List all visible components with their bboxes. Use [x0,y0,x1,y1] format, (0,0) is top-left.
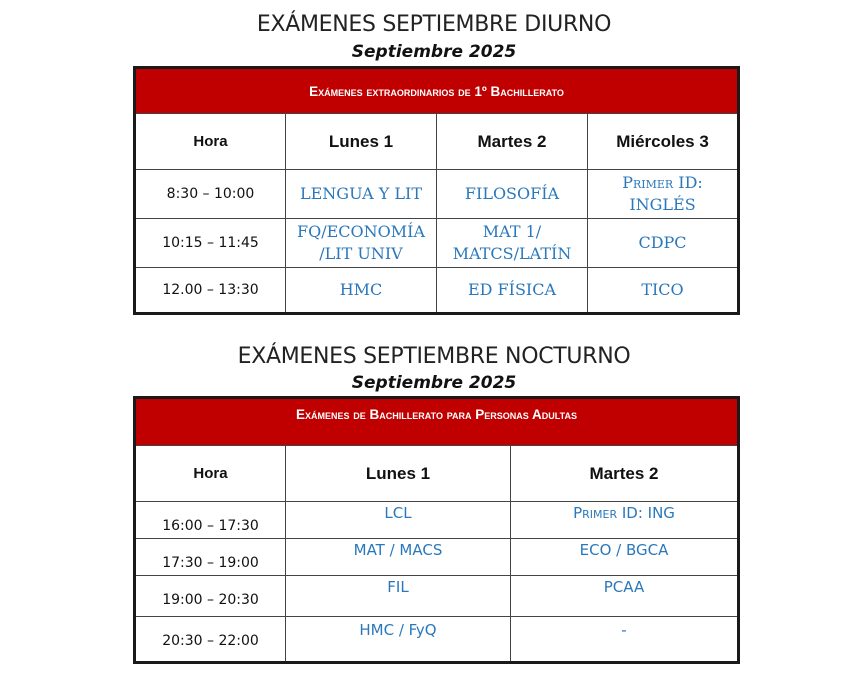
subject-cell: ED FÍSICA [437,268,588,314]
hour-cell: 19:00 – 20:30 [135,576,286,617]
diurno-title: EXÁMENES SEPTIEMBRE DIURNO [256,12,612,37]
hour-cell: 12.00 – 13:30 [135,268,286,314]
subject-line: FQ/ECONOMÍA [296,222,426,241]
nocturno-schedule-table [133,396,740,664]
table-row [135,219,739,268]
subject-line: Primer ID: [622,173,703,192]
hour-cell: 20:30 – 22:00 [135,617,286,663]
subject-text: HMC / FyQ [359,621,437,639]
nocturno-header-martes: Martes 2 [511,446,739,502]
subject-cell: FILOSOFÍA [437,170,588,219]
nocturno-subtitle: Septiembre 2025 [351,373,517,393]
subject-cell: HMC [286,268,437,314]
subject-cell: - [511,617,739,663]
subject-cell: CDPC [588,219,739,268]
subject-cell: TICO [588,268,739,314]
subject-cell [588,170,739,219]
subject-cell: ECO / BGCA [511,539,739,576]
subject-cell [286,219,437,268]
table-row [135,268,739,314]
hour-cell: 16:00 – 17:30 [135,502,286,539]
diurno-header-hora: Hora [135,114,286,170]
subject-cell: PCAA [511,576,739,617]
nocturno-header-lunes: Lunes 1 [286,446,511,502]
hour-cell: 8:30 – 10:00 [135,170,286,219]
table-row [135,170,739,219]
diurno-header-lunes: Lunes 1 [286,114,437,170]
diurno-schedule-table [133,66,740,315]
subject-line: MATCS/LATÍN [452,244,572,263]
subject-cell: LCL [286,502,511,539]
diurno-subtitle: Septiembre 2025 [351,42,517,62]
diurno-header-martes: Martes 2 [437,114,588,170]
diurno-header-miercoles: Miércoles 3 [588,114,739,170]
subject-cell: MAT / MACS [286,539,511,576]
subject-line: MAT 1/ [482,222,542,241]
hour-cell: 17:30 – 19:00 [135,539,286,576]
diurno-band-header: Exámenes extraordinarios de 1º Bachillerato [135,68,739,114]
subject-cell: Primer ID: ING [511,502,739,539]
subject-cell: FIL [286,576,511,617]
nocturno-title: EXÁMENES SEPTIEMBRE NOCTURNO [237,344,631,369]
hour-cell: 10:15 – 11:45 [135,219,286,268]
subject-cell [286,617,511,663]
subject-line: /LIT UNIV [319,244,403,263]
nocturno-header-hora: Hora [135,446,286,502]
subject-cell [437,219,588,268]
nocturno-band-header: Exámenes de Bachillerato para Personas Adultas [135,398,739,446]
table-row [135,576,739,617]
subject-line: INGLÉS [629,195,696,214]
subject-cell: LENGUA Y LIT [286,170,437,219]
table-row [135,617,739,663]
table-row [135,539,739,576]
table-row [135,502,739,539]
